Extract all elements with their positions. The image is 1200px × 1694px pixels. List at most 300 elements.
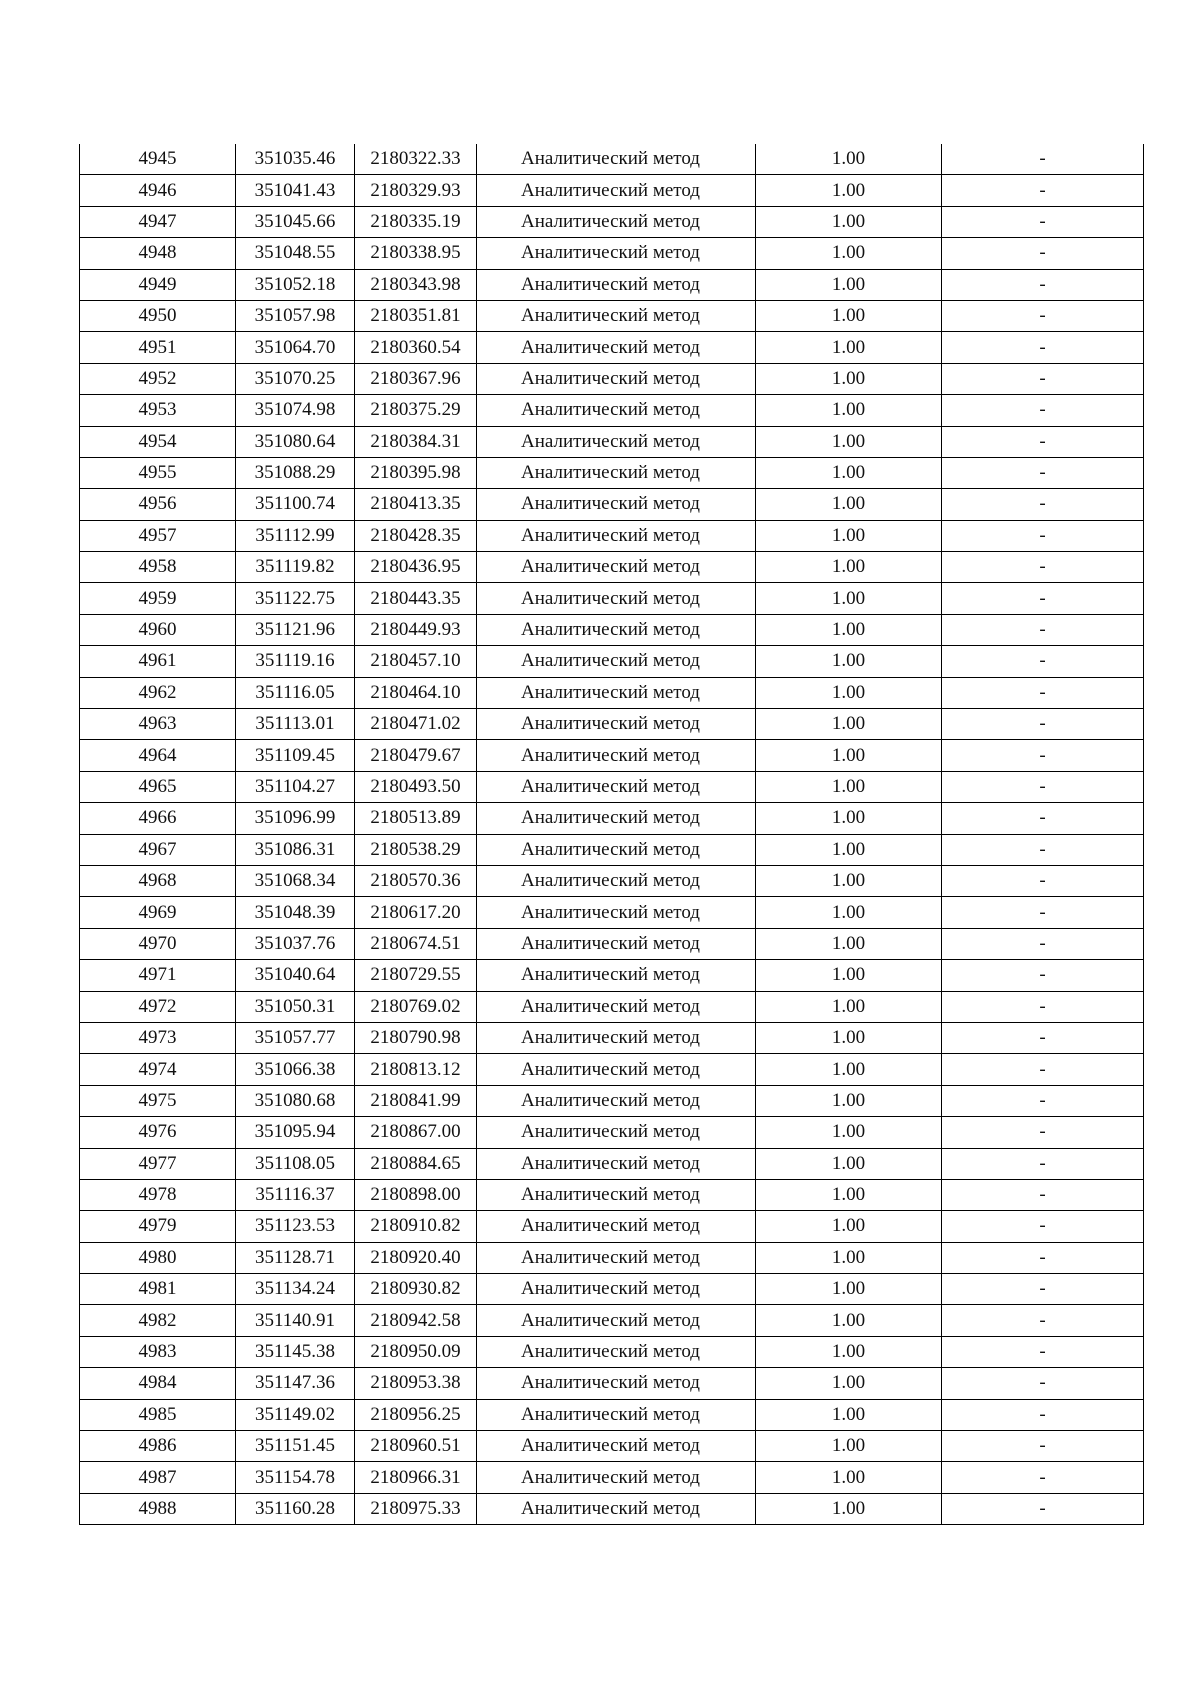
table-row — [80, 1399, 1144, 1430]
point-number-cell: 4951 — [80, 332, 236, 363]
y-coordinate-cell: 2180790.98 — [355, 1022, 477, 1053]
note-cell: - — [942, 552, 1144, 583]
method-cell: Аналитический метод — [477, 144, 756, 175]
note-cell: - — [942, 646, 1144, 677]
y-coordinate-cell: 2180570.36 — [355, 865, 477, 896]
method-cell: Аналитический метод — [477, 300, 756, 331]
accuracy-cell: 1.00 — [756, 363, 942, 394]
note-cell: - — [942, 960, 1144, 991]
x-coordinate-cell: 351052.18 — [236, 269, 355, 300]
table-row — [80, 646, 1144, 677]
table-row — [80, 1242, 1144, 1273]
note-cell: - — [942, 1148, 1144, 1179]
x-coordinate-cell: 351057.77 — [236, 1022, 355, 1053]
point-number-cell: 4975 — [80, 1085, 236, 1116]
method-cell: Аналитический метод — [477, 1117, 756, 1148]
note-cell: - — [942, 363, 1144, 394]
table-row — [80, 771, 1144, 802]
accuracy-cell: 1.00 — [756, 1211, 942, 1242]
x-coordinate-cell: 351140.91 — [236, 1305, 355, 1336]
accuracy-cell: 1.00 — [756, 646, 942, 677]
note-cell: - — [942, 928, 1144, 959]
method-cell: Аналитический метод — [477, 803, 756, 834]
x-coordinate-cell: 351116.05 — [236, 677, 355, 708]
accuracy-cell: 1.00 — [756, 144, 942, 175]
y-coordinate-cell: 2180395.98 — [355, 457, 477, 488]
accuracy-cell: 1.00 — [756, 269, 942, 300]
point-number-cell: 4949 — [80, 269, 236, 300]
note-cell: - — [942, 803, 1144, 834]
method-cell: Аналитический метод — [477, 1054, 756, 1085]
method-cell: Аналитический метод — [477, 1493, 756, 1524]
point-number-cell: 4946 — [80, 175, 236, 206]
accuracy-cell: 1.00 — [756, 489, 942, 520]
x-coordinate-cell: 351068.34 — [236, 865, 355, 896]
point-number-cell: 4956 — [80, 489, 236, 520]
note-cell: - — [942, 1242, 1144, 1273]
method-cell: Аналитический метод — [477, 1148, 756, 1179]
table-row — [80, 928, 1144, 959]
note-cell: - — [942, 1085, 1144, 1116]
x-coordinate-cell: 351121.96 — [236, 614, 355, 645]
x-coordinate-cell: 351066.38 — [236, 1054, 355, 1085]
note-cell: - — [942, 520, 1144, 551]
method-cell: Аналитический метод — [477, 1274, 756, 1305]
method-cell: Аналитический метод — [477, 1305, 756, 1336]
note-cell: - — [942, 897, 1144, 928]
point-number-cell: 4965 — [80, 771, 236, 802]
x-coordinate-cell: 351080.68 — [236, 1085, 355, 1116]
point-number-cell: 4957 — [80, 520, 236, 551]
note-cell: - — [942, 300, 1144, 331]
y-coordinate-cell: 2180674.51 — [355, 928, 477, 959]
note-cell: - — [942, 771, 1144, 802]
point-number-cell: 4988 — [80, 1493, 236, 1524]
x-coordinate-cell: 351070.25 — [236, 363, 355, 394]
point-number-cell: 4963 — [80, 709, 236, 740]
table-row — [80, 1179, 1144, 1210]
x-coordinate-cell: 351134.24 — [236, 1274, 355, 1305]
note-cell: - — [942, 489, 1144, 520]
table-row — [80, 865, 1144, 896]
x-coordinate-cell: 351122.75 — [236, 583, 355, 614]
point-number-cell: 4947 — [80, 206, 236, 237]
table-row — [80, 395, 1144, 426]
method-cell: Аналитический метод — [477, 928, 756, 959]
method-cell: Аналитический метод — [477, 1399, 756, 1430]
note-cell: - — [942, 1274, 1144, 1305]
y-coordinate-cell: 2180384.31 — [355, 426, 477, 457]
note-cell: - — [942, 175, 1144, 206]
x-coordinate-cell: 351149.02 — [236, 1399, 355, 1430]
point-number-cell: 4962 — [80, 677, 236, 708]
y-coordinate-cell: 2180538.29 — [355, 834, 477, 865]
accuracy-cell: 1.00 — [756, 1242, 942, 1273]
x-coordinate-cell: 351057.98 — [236, 300, 355, 331]
note-cell: - — [942, 740, 1144, 771]
method-cell: Аналитический метод — [477, 175, 756, 206]
table-row — [80, 740, 1144, 771]
y-coordinate-cell: 2180920.40 — [355, 1242, 477, 1273]
accuracy-cell: 1.00 — [756, 614, 942, 645]
point-number-cell: 4986 — [80, 1431, 236, 1462]
y-coordinate-cell: 2180841.99 — [355, 1085, 477, 1116]
note-cell: - — [942, 1336, 1144, 1367]
x-coordinate-cell: 351100.74 — [236, 489, 355, 520]
method-cell: Аналитический метод — [477, 709, 756, 740]
table-row — [80, 1117, 1144, 1148]
note-cell: - — [942, 426, 1144, 457]
point-number-cell: 4969 — [80, 897, 236, 928]
method-cell: Аналитический метод — [477, 269, 756, 300]
y-coordinate-cell: 2180367.96 — [355, 363, 477, 394]
method-cell: Аналитический метод — [477, 520, 756, 551]
accuracy-cell: 1.00 — [756, 175, 942, 206]
x-coordinate-cell: 351037.76 — [236, 928, 355, 959]
x-coordinate-cell: 351116.37 — [236, 1179, 355, 1210]
y-coordinate-cell: 2180338.95 — [355, 238, 477, 269]
table-row — [80, 960, 1144, 991]
y-coordinate-cell: 2180413.35 — [355, 489, 477, 520]
x-coordinate-cell: 351160.28 — [236, 1493, 355, 1524]
y-coordinate-cell: 2180930.82 — [355, 1274, 477, 1305]
x-coordinate-cell: 351088.29 — [236, 457, 355, 488]
note-cell: - — [942, 709, 1144, 740]
accuracy-cell: 1.00 — [756, 1117, 942, 1148]
y-coordinate-cell: 2180966.31 — [355, 1462, 477, 1493]
point-number-cell: 4982 — [80, 1305, 236, 1336]
x-coordinate-cell: 351050.31 — [236, 991, 355, 1022]
point-number-cell: 4983 — [80, 1336, 236, 1367]
x-coordinate-cell: 351147.36 — [236, 1368, 355, 1399]
x-coordinate-cell: 351113.01 — [236, 709, 355, 740]
accuracy-cell: 1.00 — [756, 771, 942, 802]
note-cell: - — [942, 583, 1144, 614]
accuracy-cell: 1.00 — [756, 1336, 942, 1367]
y-coordinate-cell: 2180729.55 — [355, 960, 477, 991]
y-coordinate-cell: 2180950.09 — [355, 1336, 477, 1367]
method-cell: Аналитический метод — [477, 457, 756, 488]
note-cell: - — [942, 1368, 1144, 1399]
point-number-cell: 4971 — [80, 960, 236, 991]
point-number-cell: 4953 — [80, 395, 236, 426]
y-coordinate-cell: 2180956.25 — [355, 1399, 477, 1430]
note-cell: - — [942, 1117, 1144, 1148]
point-number-cell: 4950 — [80, 300, 236, 331]
note-cell: - — [942, 457, 1144, 488]
y-coordinate-cell: 2180513.89 — [355, 803, 477, 834]
x-coordinate-cell: 351040.64 — [236, 960, 355, 991]
point-number-cell: 4967 — [80, 834, 236, 865]
x-coordinate-cell: 351123.53 — [236, 1211, 355, 1242]
x-coordinate-cell: 351074.98 — [236, 395, 355, 426]
point-number-cell: 4980 — [80, 1242, 236, 1273]
point-number-cell: 4972 — [80, 991, 236, 1022]
point-number-cell: 4985 — [80, 1399, 236, 1430]
method-cell: Аналитический метод — [477, 677, 756, 708]
table-row — [80, 457, 1144, 488]
note-cell: - — [942, 238, 1144, 269]
table-row — [80, 1493, 1144, 1524]
point-number-cell: 4973 — [80, 1022, 236, 1053]
method-cell: Аналитический метод — [477, 614, 756, 645]
x-coordinate-cell: 351048.39 — [236, 897, 355, 928]
x-coordinate-cell: 351112.99 — [236, 520, 355, 551]
method-cell: Аналитический метод — [477, 332, 756, 363]
table-row — [80, 614, 1144, 645]
x-coordinate-cell: 351035.46 — [236, 144, 355, 175]
note-cell: - — [942, 865, 1144, 896]
point-number-cell: 4970 — [80, 928, 236, 959]
table-row — [80, 238, 1144, 269]
point-number-cell: 4976 — [80, 1117, 236, 1148]
x-coordinate-cell: 351096.99 — [236, 803, 355, 834]
point-number-cell: 4959 — [80, 583, 236, 614]
x-coordinate-cell: 351080.64 — [236, 426, 355, 457]
accuracy-cell: 1.00 — [756, 960, 942, 991]
note-cell: - — [942, 1305, 1144, 1336]
note-cell: - — [942, 1431, 1144, 1462]
point-number-cell: 4966 — [80, 803, 236, 834]
accuracy-cell: 1.00 — [756, 1462, 942, 1493]
x-coordinate-cell: 351086.31 — [236, 834, 355, 865]
y-coordinate-cell: 2180464.10 — [355, 677, 477, 708]
accuracy-cell: 1.00 — [756, 1179, 942, 1210]
accuracy-cell: 1.00 — [756, 1148, 942, 1179]
accuracy-cell: 1.00 — [756, 991, 942, 1022]
y-coordinate-cell: 2180479.67 — [355, 740, 477, 771]
x-coordinate-cell: 351104.27 — [236, 771, 355, 802]
note-cell: - — [942, 1054, 1144, 1085]
y-coordinate-cell: 2180769.02 — [355, 991, 477, 1022]
point-number-cell: 4954 — [80, 426, 236, 457]
table-row — [80, 1305, 1144, 1336]
method-cell: Аналитический метод — [477, 991, 756, 1022]
accuracy-cell: 1.00 — [756, 865, 942, 896]
method-cell: Аналитический метод — [477, 740, 756, 771]
note-cell: - — [942, 1211, 1144, 1242]
method-cell: Аналитический метод — [477, 865, 756, 896]
point-number-cell: 4948 — [80, 238, 236, 269]
table-row — [80, 1462, 1144, 1493]
coordinates-table-body — [80, 144, 1144, 1525]
table-row — [80, 269, 1144, 300]
table-row — [80, 1148, 1144, 1179]
table-row — [80, 426, 1144, 457]
note-cell: - — [942, 144, 1144, 175]
point-number-cell: 4978 — [80, 1179, 236, 1210]
method-cell: Аналитический метод — [477, 1022, 756, 1053]
table-row — [80, 520, 1144, 551]
method-cell: Аналитический метод — [477, 1085, 756, 1116]
note-cell: - — [942, 614, 1144, 645]
y-coordinate-cell: 2180493.50 — [355, 771, 477, 802]
method-cell: Аналитический метод — [477, 1368, 756, 1399]
table-row — [80, 363, 1144, 394]
point-number-cell: 4945 — [80, 144, 236, 175]
y-coordinate-cell: 2180428.35 — [355, 520, 477, 551]
accuracy-cell: 1.00 — [756, 1274, 942, 1305]
table-row — [80, 803, 1144, 834]
table-row — [80, 175, 1144, 206]
table-row — [80, 1022, 1144, 1053]
accuracy-cell: 1.00 — [756, 1022, 942, 1053]
x-coordinate-cell: 351095.94 — [236, 1117, 355, 1148]
y-coordinate-cell: 2180457.10 — [355, 646, 477, 677]
table-row — [80, 1368, 1144, 1399]
point-number-cell: 4968 — [80, 865, 236, 896]
y-coordinate-cell: 2180898.00 — [355, 1179, 477, 1210]
method-cell: Аналитический метод — [477, 552, 756, 583]
method-cell: Аналитический метод — [477, 583, 756, 614]
y-coordinate-cell: 2180443.35 — [355, 583, 477, 614]
method-cell: Аналитический метод — [477, 395, 756, 426]
table-row — [80, 1054, 1144, 1085]
y-coordinate-cell: 2180617.20 — [355, 897, 477, 928]
x-coordinate-cell: 351154.78 — [236, 1462, 355, 1493]
note-cell: - — [942, 332, 1144, 363]
note-cell: - — [942, 395, 1144, 426]
y-coordinate-cell: 2180813.12 — [355, 1054, 477, 1085]
table-row — [80, 206, 1144, 237]
y-coordinate-cell: 2180375.29 — [355, 395, 477, 426]
x-coordinate-cell: 351119.16 — [236, 646, 355, 677]
table-row — [80, 332, 1144, 363]
accuracy-cell: 1.00 — [756, 583, 942, 614]
note-cell: - — [942, 991, 1144, 1022]
accuracy-cell: 1.00 — [756, 709, 942, 740]
point-number-cell: 4964 — [80, 740, 236, 771]
table-row — [80, 677, 1144, 708]
note-cell: - — [942, 1462, 1144, 1493]
point-number-cell: 4981 — [80, 1274, 236, 1305]
point-number-cell: 4984 — [80, 1368, 236, 1399]
table-row — [80, 897, 1144, 928]
table-row — [80, 709, 1144, 740]
y-coordinate-cell: 2180436.95 — [355, 552, 477, 583]
accuracy-cell: 1.00 — [756, 1305, 942, 1336]
accuracy-cell: 1.00 — [756, 1399, 942, 1430]
y-coordinate-cell: 2180867.00 — [355, 1117, 477, 1148]
accuracy-cell: 1.00 — [756, 1085, 942, 1116]
accuracy-cell: 1.00 — [756, 552, 942, 583]
accuracy-cell: 1.00 — [756, 834, 942, 865]
accuracy-cell: 1.00 — [756, 395, 942, 426]
y-coordinate-cell: 2180910.82 — [355, 1211, 477, 1242]
note-cell: - — [942, 1399, 1144, 1430]
accuracy-cell: 1.00 — [756, 1054, 942, 1085]
coordinates-table — [79, 144, 1144, 1525]
accuracy-cell: 1.00 — [756, 1431, 942, 1462]
method-cell: Аналитический метод — [477, 897, 756, 928]
method-cell: Аналитический метод — [477, 1462, 756, 1493]
y-coordinate-cell: 2180960.51 — [355, 1431, 477, 1462]
method-cell: Аналитический метод — [477, 238, 756, 269]
method-cell: Аналитический метод — [477, 771, 756, 802]
point-number-cell: 4977 — [80, 1148, 236, 1179]
point-number-cell: 4974 — [80, 1054, 236, 1085]
table-row — [80, 300, 1144, 331]
x-coordinate-cell: 351041.43 — [236, 175, 355, 206]
method-cell: Аналитический метод — [477, 363, 756, 394]
y-coordinate-cell: 2180449.93 — [355, 614, 477, 645]
y-coordinate-cell: 2180329.93 — [355, 175, 477, 206]
y-coordinate-cell: 2180942.58 — [355, 1305, 477, 1336]
accuracy-cell: 1.00 — [756, 677, 942, 708]
accuracy-cell: 1.00 — [756, 928, 942, 959]
table-row — [80, 991, 1144, 1022]
table-row — [80, 1431, 1144, 1462]
table-row — [80, 1085, 1144, 1116]
method-cell: Аналитический метод — [477, 426, 756, 457]
y-coordinate-cell: 2180471.02 — [355, 709, 477, 740]
table-row — [80, 834, 1144, 865]
x-coordinate-cell: 351108.05 — [236, 1148, 355, 1179]
y-coordinate-cell: 2180953.38 — [355, 1368, 477, 1399]
note-cell: - — [942, 677, 1144, 708]
y-coordinate-cell: 2180884.65 — [355, 1148, 477, 1179]
table-row — [80, 552, 1144, 583]
note-cell: - — [942, 1493, 1144, 1524]
accuracy-cell: 1.00 — [756, 457, 942, 488]
point-number-cell: 4979 — [80, 1211, 236, 1242]
note-cell: - — [942, 206, 1144, 237]
method-cell: Аналитический метод — [477, 1211, 756, 1242]
accuracy-cell: 1.00 — [756, 332, 942, 363]
table-row — [80, 583, 1144, 614]
point-number-cell: 4952 — [80, 363, 236, 394]
point-number-cell: 4961 — [80, 646, 236, 677]
x-coordinate-cell: 351119.82 — [236, 552, 355, 583]
accuracy-cell: 1.00 — [756, 206, 942, 237]
note-cell: - — [942, 1022, 1144, 1053]
table-row — [80, 489, 1144, 520]
table-row — [80, 144, 1144, 175]
x-coordinate-cell: 351048.55 — [236, 238, 355, 269]
point-number-cell: 4958 — [80, 552, 236, 583]
x-coordinate-cell: 351064.70 — [236, 332, 355, 363]
x-coordinate-cell: 351109.45 — [236, 740, 355, 771]
method-cell: Аналитический метод — [477, 1336, 756, 1367]
x-coordinate-cell: 351128.71 — [236, 1242, 355, 1273]
y-coordinate-cell: 2180360.54 — [355, 332, 477, 363]
method-cell: Аналитический метод — [477, 489, 756, 520]
note-cell: - — [942, 1179, 1144, 1210]
point-number-cell: 4987 — [80, 1462, 236, 1493]
method-cell: Аналитический метод — [477, 1179, 756, 1210]
accuracy-cell: 1.00 — [756, 740, 942, 771]
accuracy-cell: 1.00 — [756, 897, 942, 928]
accuracy-cell: 1.00 — [756, 803, 942, 834]
y-coordinate-cell: 2180351.81 — [355, 300, 477, 331]
x-coordinate-cell: 351145.38 — [236, 1336, 355, 1367]
accuracy-cell: 1.00 — [756, 1493, 942, 1524]
note-cell: - — [942, 834, 1144, 865]
accuracy-cell: 1.00 — [756, 520, 942, 551]
method-cell: Аналитический метод — [477, 1242, 756, 1273]
point-number-cell: 4955 — [80, 457, 236, 488]
point-number-cell: 4960 — [80, 614, 236, 645]
table-row — [80, 1336, 1144, 1367]
table-row — [80, 1274, 1144, 1305]
x-coordinate-cell: 351045.66 — [236, 206, 355, 237]
method-cell: Аналитический метод — [477, 834, 756, 865]
x-coordinate-cell: 351151.45 — [236, 1431, 355, 1462]
accuracy-cell: 1.00 — [756, 300, 942, 331]
table-row — [80, 1211, 1144, 1242]
y-coordinate-cell: 2180335.19 — [355, 206, 477, 237]
accuracy-cell: 1.00 — [756, 426, 942, 457]
